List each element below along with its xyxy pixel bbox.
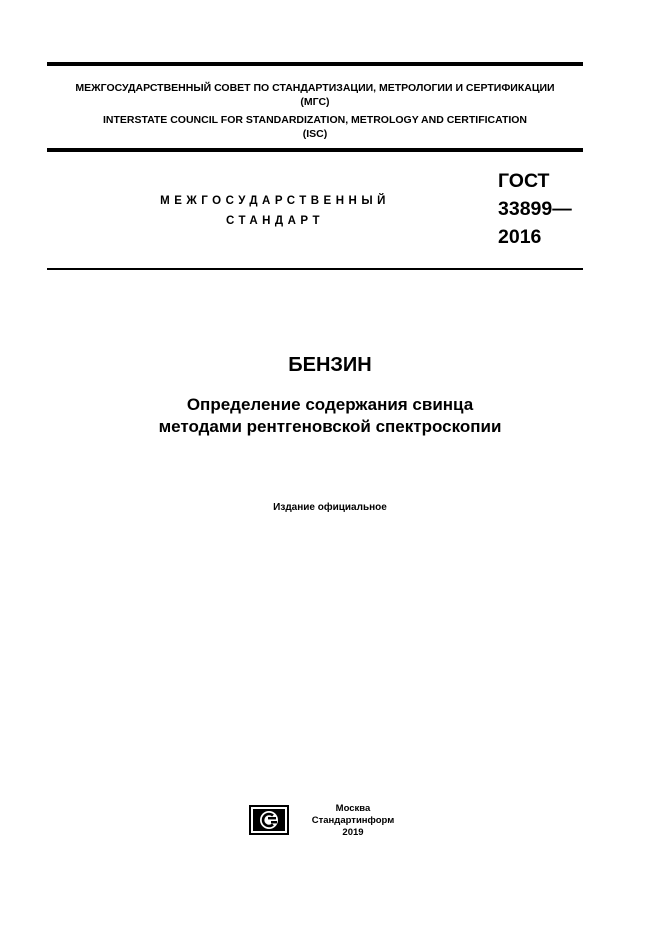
imprint-city: Москва — [335, 803, 371, 814]
gost-number: 33899— — [498, 198, 572, 220]
bottom-rule — [47, 268, 583, 270]
imprint-year: 2019 — [342, 827, 364, 838]
standard-kind-line1: МЕЖГОСУДАРСТВЕННЫЙ — [160, 195, 390, 207]
document-subtitle-line2: методами рентгеновской спектроскопии — [158, 417, 502, 436]
top-rule — [47, 62, 583, 66]
gost-year: 2016 — [498, 226, 542, 248]
standard-kind-line2: СТАНДАРТ — [226, 215, 324, 227]
document-title: БЕНЗИН — [288, 354, 372, 376]
gost-label: ГОСТ — [498, 170, 550, 192]
standartinform-logo-icon — [249, 805, 289, 835]
middle-rule — [47, 148, 583, 152]
council-abbr-ru: (МГС) — [300, 96, 330, 108]
council-name-en: INTERSTATE COUNCIL FOR STANDARDIZATION, METROLOGY AND CERTIFICATION — [102, 114, 528, 126]
edition-note: Издание официальное — [273, 502, 387, 513]
council-abbr-en: (ISC) — [302, 128, 328, 140]
council-name-ru: МЕЖГОСУДАРСТВЕННЫЙ СОВЕТ ПО СТАНДАРТИЗАЦИИ, МЕТРОЛОГИИ И СЕРТИФИКАЦИИ — [75, 82, 555, 94]
imprint-publisher: Стандартинформ — [311, 815, 395, 826]
document-subtitle-line1: Определение содержания свинца — [186, 395, 474, 414]
